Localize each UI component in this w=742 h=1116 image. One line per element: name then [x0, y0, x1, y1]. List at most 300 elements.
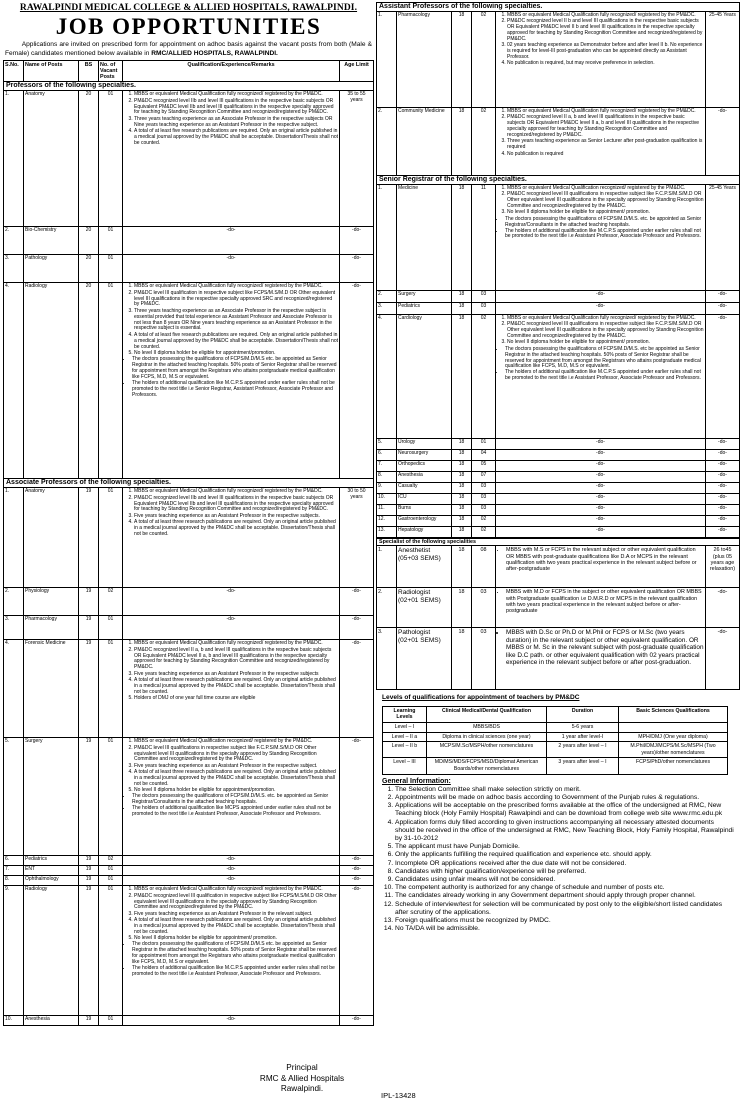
general-info-item: 3. Applications will be acceptable on the prescribed forms available at the office of the undersigned at RMC, New Teaching block (Holy Family Hospital) Rawalpindi and can be download from college web site www.rmc.edu.pk [395, 802, 734, 818]
qualification-item: 2. PM&DC recognized level IIb and level III qualifications in the respective basic subjects OR Equivalent PM&DC level IIb and level III qualifications in the respective specialty approved for teaching by Standing Recognition Committee and recognized/registered by PM&DC. [134, 99, 338, 117]
post-sno: 11. [377, 505, 397, 516]
signature-title: Principal [286, 1063, 318, 1072]
levels-header-cell: Clinical Medical/Dental Qualification [427, 706, 547, 722]
post-age-limit: -do- [340, 876, 374, 886]
post-bs: 19 [79, 738, 99, 856]
levels-cell: M.Phil/DMJ/MCPS/M.Sc/MSPH (Two years)/other nomenclatures [619, 742, 728, 758]
post-name: Ophthalmology [24, 876, 79, 886]
levels-cell: 3 years after level – I [547, 758, 619, 774]
post-qualification: -do- [123, 876, 340, 886]
qualification-item: 3. Five years teaching experience as an Assistant Professor in the respective subjects [134, 672, 338, 678]
post-vacancies: 01 [99, 283, 123, 479]
qualification-list [124, 92, 338, 146]
post-age-limit: -do- [706, 108, 740, 176]
post-name: Surgery [24, 738, 79, 856]
levels-cell: 1 year after level-I [547, 732, 619, 742]
post-qualification [123, 283, 340, 479]
post-age-limit: -do- [340, 588, 374, 616]
levels-header-cell: Learning Levels [383, 706, 427, 722]
post-vacancies: 01 [99, 616, 123, 640]
section-heading: Associate Professors of the following specialties. [4, 479, 374, 488]
table-header-row [4, 61, 374, 82]
post-vacancies: 01 [472, 439, 496, 450]
specialist-qualification [496, 588, 706, 628]
post-qualification: -do- [496, 472, 706, 483]
right-column [376, 0, 740, 1116]
post-name: Surgery [397, 291, 452, 303]
post-sno: 12. [377, 516, 397, 527]
post-sno: 8. [377, 472, 397, 483]
qualification-item: 2. PM&DC recognized level II b and level III qualifications in the respective basic subjects OR Equivalent PM&DC level II b and level III qualifications in the respective specialty approved for teaching by Standing Recognition Committee and recognized/registered by PM&DC. [507, 19, 704, 43]
post-vacancies: 01 [99, 255, 123, 283]
levels-cell: MD/MS/MDS/FCPS/MSD/Diplomat American Boards/other nomenclatures [427, 758, 547, 774]
sub-remark-item: • The doctors possessing the qualifications of FCPS/M.D/M.S etc. be appointed as Senior Registrar in the attached teaching hospitals. 50% posts of Senior Registrar shall be reserved for appointment from amongst the Registrars who attains postgraduate medical qualification like FCPS, M.D, M.S or equivalent. [132, 942, 338, 966]
qualification-item: 3. No level II diploma holder be eligible for appointment/ promotion. [507, 340, 704, 346]
post-bs: 19 [79, 616, 99, 640]
qualification-list [497, 109, 704, 157]
post-bs: 19 [79, 1016, 99, 1026]
post-bs: 18 [452, 108, 472, 176]
post-qualification: -do- [123, 588, 340, 616]
post-sno: 4. [4, 640, 24, 738]
specialist-vacancies: 03 [472, 588, 496, 628]
post-row [377, 494, 740, 505]
qualification-item: 3. Three years teaching experience as Senior Lecturer after post-graduation qualification is required [507, 139, 704, 151]
sub-remark-item: • The doctors possessing the qualifications of FCPS/M.D/M.S etc. be appointed as Senior Registrar in the attached teaching hospitals. 50% posts of Senior Registrar shall be reserved for appointment from amongst the Registrars who attains postgraduate medical qualification like FCPS, M.D, M.S or equivalent. [132, 357, 338, 381]
post-sno: 9. [377, 483, 397, 494]
specialist-qualification [496, 628, 706, 690]
qualification-item: 4. A total of at least three research publications are required. Only an original article published in a medical journal approved by the PM&DC shall be acceptable. Dissertation/Thesis shall not be counted. [134, 918, 338, 936]
post-age-limit: 30 to 50 years [340, 488, 374, 588]
specialist-sno: 3. [377, 628, 397, 690]
qualification-list [124, 641, 338, 702]
post-vacancies: 01 [99, 886, 123, 1016]
post-name: Pathology [24, 255, 79, 283]
post-qualification [123, 488, 340, 588]
sub-remark-item: • The holders of additional qualification like M.C.P.S appointed under earlier rules shall not be promoted to the next title i.e Senior Registrar, Assistant Professor, Associate Professor and Professors. [132, 381, 338, 399]
general-info-item: 12. Schedule of interview/test for selection will be communicated by post only to the eligible/short listed candidates after scrutiny of the applications. [395, 901, 734, 917]
general-info-item: 1. The Selection Committee shall make selection strictly on merit. [395, 786, 734, 794]
post-age-limit: -do- [340, 1016, 374, 1026]
levels-header-cell: Duration [547, 706, 619, 722]
specialist-qual-item: • MBBS with M.S or FCPS in the relevant subject or other equivalent qualification OR MBBS with post-graduate qualifications like D.A or MCPS in the relevant qualification with two years practical experience in the relevant subject before or after-postgraduate [506, 547, 704, 572]
qualification-item: 4. No publication is required [507, 152, 704, 158]
post-age-limit: -do- [706, 439, 740, 450]
post-vacancies: 03 [472, 303, 496, 315]
post-name: Anesthesia [397, 472, 452, 483]
post-qualification [123, 640, 340, 738]
post-vacancies: 02 [99, 856, 123, 866]
qualification-item: 4. A total of at least three research publications are required. Only an original article published in a medical journal approved by the PM&DC shall be acceptable. Dissertation/Thesis shall not be counted. [134, 678, 338, 696]
specialist-sno: 2. [377, 588, 397, 628]
post-bs: 20 [79, 283, 99, 479]
post-sno: 3. [4, 255, 24, 283]
general-info-title: General Information: [382, 777, 451, 785]
general-info-item: 14. No TA/DA will be admissible. [395, 925, 734, 933]
qualification-item: 3. Three years teaching experience as an Associate Professor in the respective subjects OR Nine years teaching experience as an Assistant Professor in the respective subject. [134, 117, 338, 129]
col-bs: BS [79, 61, 99, 82]
post-qualification [496, 185, 706, 291]
post-name: Radiology [24, 886, 79, 1016]
post-name: Pediatrics [397, 303, 452, 315]
post-row [377, 439, 740, 450]
post-row [4, 91, 374, 227]
post-bs: 19 [79, 640, 99, 738]
post-row [4, 488, 374, 588]
col-age: Age Limit [340, 61, 374, 82]
post-row [377, 483, 740, 494]
post-name: Pharmacology [24, 616, 79, 640]
post-age-limit: -do- [340, 255, 374, 283]
post-row [377, 450, 740, 461]
post-bs: 18 [452, 12, 472, 108]
qualification-item: 5. No level II diploma holder be eligible for appointment/promotion. [134, 351, 338, 357]
levels-cell [619, 723, 728, 733]
specialist-bs: 18 [452, 546, 472, 588]
post-name: Anesthesia [24, 1016, 79, 1026]
post-bs: 18 [452, 461, 472, 472]
right-posts-table [376, 2, 740, 538]
post-bs: 18 [452, 185, 472, 291]
levels-cell: Level – II b [383, 742, 427, 758]
levels-row [383, 723, 728, 733]
post-name: Forensic Medicine [24, 640, 79, 738]
specialist-bs: 18 [452, 628, 472, 690]
post-age-limit: 25-45 Years [706, 185, 740, 291]
post-name: Bio-Chemistry [24, 227, 79, 255]
post-qualification: -do- [496, 450, 706, 461]
post-age-limit: -do- [340, 640, 374, 738]
post-row [4, 616, 374, 640]
col-vacant: No. of Vacant Posts [99, 61, 123, 82]
post-sno: 3. [377, 303, 397, 315]
post-name: Anatomy [24, 91, 79, 227]
post-name: Pharmacology [397, 12, 452, 108]
levels-cell: Level – I [383, 723, 427, 733]
qualification-list [124, 489, 338, 537]
post-vacancies: 02 [472, 516, 496, 527]
levels-cell: Level – II a [383, 732, 427, 742]
section-heading-row [377, 3, 740, 12]
sub-remark-item: • The holders of additional qualification like M.C.P.S appointed under earlier rules shall not be promoted to the next title i.e Assistant Professor, Associate Professor and Professors. [505, 370, 704, 382]
post-qualification: -do- [123, 616, 340, 640]
ipl-reference: IPL-13428 [381, 1091, 416, 1100]
post-sno: 9. [4, 886, 24, 1016]
sub-remark-item: • The holders of additional qualification like M.C.P.S appointed under earlier rules shall not be promoted to the next title i.e Assistant Professor, Associate Professor and Professors. [132, 966, 338, 978]
specialist-age-limit: 26 to45 (plus 05 years age relaxation) [705, 546, 739, 588]
post-name: Medicine [397, 185, 452, 291]
levels-cell: MCPS/M.Sc/MSPH/other nomenclatures [427, 742, 547, 758]
qualification-item: 4. A total of at least five research publications are required. Only an original article published in a medical journal approved by the PM&DC shall be acceptable. Dissertation/Thesis shall not be counted. [134, 129, 338, 147]
post-bs: 18 [452, 505, 472, 516]
post-sno: 2. [377, 291, 397, 303]
post-row [4, 866, 374, 876]
post-qualification [123, 91, 340, 227]
sub-remarks-list [124, 942, 338, 977]
post-qualification: -do- [496, 516, 706, 527]
post-age-limit: -do- [706, 291, 740, 303]
qualification-item: 3. 02 years teaching experience as Demonstrator before and after level II b. No experience is required for level-III post-graduation who can be appointed directly as Assistant Professor. [507, 43, 704, 61]
institution-header: RAWALPINDI MEDICAL COLLEGE & ALLIED HOSPITALS, RAWALPINDI. [19, 3, 358, 13]
post-vacancies: 01 [99, 876, 123, 886]
levels-cell: FCPS/PhD/other nomenclatures [619, 758, 728, 774]
post-bs: 20 [79, 227, 99, 255]
post-bs: 19 [79, 886, 99, 1016]
specialist-name: Pathologist (02+01 SEMS) [397, 628, 452, 690]
post-qualification: -do- [496, 303, 706, 315]
post-age-limit: -do- [340, 856, 374, 866]
post-bs: 19 [79, 488, 99, 588]
post-name: Burns [397, 505, 452, 516]
specialist-table [376, 538, 740, 690]
post-bs: 18 [452, 439, 472, 450]
qualification-item: 1. MBBS or equivalent Medical Qualification fully recognized/ registered by the PM&DC. [134, 641, 338, 647]
post-sno: 1. [377, 12, 397, 108]
post-name: Urology [397, 439, 452, 450]
post-bs: 18 [452, 527, 472, 538]
general-info-item: 4. Application forms duly filled according to given instructions accompanying all necessary attested documents should be received in the office of the undersigned at RMC, New Teaching Block, Holy Family Hospital, Rawalpindi by 31-10-2012 [395, 819, 734, 844]
post-row [377, 472, 740, 483]
post-qualification: -do- [496, 461, 706, 472]
qualification-item: 5. No level II diploma holder be eligible for appointment/ promotion. [134, 936, 338, 942]
qualification-item: 2. PM&DC recognized level II a, b and level III qualifications in the respective basic subjects OR Equivalent PM&DC level II a, b and level III qualifications in the respective specialty approved for teaching by Standing Recognition Committee and recognized/registered by PM&DC. [134, 648, 338, 672]
sub-remark-item: • The doctors possessing the qualifications of FCPS/M.D/M.S. etc. be appointed as Senior Registrar/Consultants in the attached teaching hospitals. [505, 217, 704, 229]
post-row [4, 588, 374, 616]
specialist-row [377, 628, 740, 690]
qualification-item: 2. PM&DC recognized level III qualifications in respective subject like F.C.P.S/M.S/M.D OR Other equivalent level III qualifications in the specialty approved by Standing Recognition Committee and recognized/registered by the PM&DC. [507, 322, 704, 340]
post-qualification: -do- [123, 866, 340, 876]
post-row [377, 303, 740, 315]
specialist-vacancies: 08 [472, 546, 496, 588]
general-info-item: 8. Candidates with higher qualification/experience will be preferred. [395, 868, 734, 876]
levels-cell: 2 years after level – I [547, 742, 619, 758]
qualification-item: 2. PM&DC level III qualification in respective subject like FCPS/M.S/M.D OR Other equivalent level III qualifications in the respective specialty approved SRC and recognized/registered by PM&DC. [134, 291, 338, 309]
levels-row [383, 732, 728, 742]
sub-remarks-list [497, 347, 704, 382]
qualification-item: 3. Three years teaching experience as an Associate Professor in the respective subject is essential provided that total experience as Assistant Professor and Associate Professor is not less than 8 years OR Nine years teaching experience as an Assistant Professor in the respective subject is essential. [134, 309, 338, 333]
col-name: Name of Posts [24, 61, 79, 82]
section-heading-row [4, 82, 374, 91]
post-name: Cardiology [397, 315, 452, 439]
specialist-vacancies: 03 [472, 628, 496, 690]
post-vacancies: 04 [472, 450, 496, 461]
post-age-limit: -do- [706, 303, 740, 315]
qualification-item: 1. MBBS or equivalent Medical Qualification fully recognized/ registered by the PM&DC. [507, 109, 704, 115]
post-age-limit: -do- [706, 450, 740, 461]
general-info-item: 11. The candidates already working in any Government department should apply through proper channel. [395, 892, 734, 900]
levels-title: Levels of qualifications for appointment of teachers by PM&DC [382, 694, 580, 702]
post-vacancies: 03 [472, 494, 496, 505]
post-bs: 18 [452, 450, 472, 461]
general-information [376, 775, 740, 934]
post-age-limit: -do- [340, 886, 374, 1016]
post-bs: 18 [452, 303, 472, 315]
qualification-list [124, 887, 338, 942]
post-vacancies: 02 [472, 108, 496, 176]
post-vacancies: 02 [472, 527, 496, 538]
post-sno: 4. [4, 283, 24, 479]
qualification-item: 3. No level II diploma holder be eligible for appointment/ promotion. [507, 210, 704, 216]
section-heading: Professors of the following specialties. [4, 82, 374, 91]
section-heading-row [377, 176, 740, 185]
post-sno: 6. [4, 856, 24, 866]
specialist-age-limit: -do- [705, 588, 739, 628]
specialist-qual-list [497, 629, 704, 666]
qualification-item: 2. PM&DC recognized level IIb and level III qualifications in the respective basic subjects OR Equivalent PM&DC level IIb and level III qualifications in the respective specialty approved for teaching by Standing Recognition Committee and recognized/registered by PM&DC. [134, 496, 338, 514]
post-bs: 19 [79, 588, 99, 616]
post-name: Hepatology [397, 527, 452, 538]
post-row [377, 12, 740, 108]
post-row [377, 461, 740, 472]
post-row [4, 738, 374, 856]
post-sno: 7. [4, 866, 24, 876]
qualification-item: 4. No publication is required, but may receive preference in selection. [507, 61, 704, 67]
post-name: ICU [397, 494, 452, 505]
sub-remark-item: • The holders of additional qualification like MCPS appointed under earlier rules shall not be promoted to the next title i.e Assistant Professor, Associate Professor and Professors. [132, 806, 338, 818]
post-sno: 8. [4, 876, 24, 886]
post-vacancies: 01 [99, 227, 123, 255]
post-qualification [496, 108, 706, 176]
specialist-qualification [496, 546, 706, 588]
specialist-qual-list [497, 547, 704, 572]
post-qualification [123, 886, 340, 1016]
qualification-item: 2. PM&DC recognized level III qualification in respective subject like FCPS/M.S/M.D OR Other equivalent level III qualifications in the specialty approved by Standing Recognition Committee and recognized/registered by the PM&DC. [134, 894, 338, 912]
post-row [377, 291, 740, 303]
post-bs: 19 [79, 876, 99, 886]
post-vacancies: 02 [472, 315, 496, 439]
post-name: Casualty [397, 483, 452, 494]
signature-block [242, 1063, 362, 1095]
section-heading-row [377, 539, 740, 546]
post-vacancies: 02 [472, 12, 496, 108]
qualification-list [497, 13, 704, 67]
post-qualification: -do- [496, 527, 706, 538]
post-name: Anatomy [24, 488, 79, 588]
post-sno: 13. [377, 527, 397, 538]
general-info-list [382, 786, 734, 934]
post-vacancies: 05 [472, 461, 496, 472]
post-vacancies: 01 [99, 1016, 123, 1026]
post-vacancies: 03 [472, 291, 496, 303]
qualification-item: 5. Holders of DMJ of one year full time course are eligible [134, 696, 338, 702]
specialist-age-limit: -do- [705, 628, 739, 690]
post-sno: 2. [4, 227, 24, 255]
qualification-list [497, 186, 704, 216]
qualification-list [124, 739, 338, 794]
qualification-item: 3. Five years teaching experience as an Assistant Professor in the relevant subject. [134, 912, 338, 918]
post-row [4, 876, 374, 886]
post-vacancies: 02 [99, 588, 123, 616]
post-age-limit: 25-45 Years [706, 12, 740, 108]
post-bs: 19 [79, 856, 99, 866]
specialist-row [377, 546, 740, 588]
qualification-item: 1. MBBS or equivalent Medical Qualification recognized/ registered by the PM&DC. [134, 739, 338, 745]
post-age-limit: -do- [706, 461, 740, 472]
post-bs: 18 [452, 483, 472, 494]
post-name: Radiology [24, 283, 79, 479]
post-row [4, 227, 374, 255]
signature-city: Rawalpindi. [280, 1084, 324, 1093]
post-qualification: -do- [123, 856, 340, 866]
post-age-limit: -do- [706, 483, 740, 494]
sub-remark-item: • The doctors possessing the qualifications of FCPS/M.D/M.S. etc. be appointed as Senior Registrar/Consultants in the attached teaching hospitals. [132, 794, 338, 806]
post-bs: 20 [79, 255, 99, 283]
post-age-limit: -do- [340, 227, 374, 255]
post-name: Gastroenterology [397, 516, 452, 527]
post-bs: 18 [452, 315, 472, 439]
col-qualification: Qualification/Experience/Remarks [123, 61, 340, 82]
post-row [4, 856, 374, 866]
post-sno: 5. [4, 738, 24, 856]
post-bs: 19 [79, 866, 99, 876]
qualification-item: 3. Five years teaching experience as an Assistant Professor in the respective subjects. [134, 514, 338, 520]
post-age-limit: -do- [706, 494, 740, 505]
left-posts-table [3, 60, 374, 1026]
post-name: Neurosurgery [397, 450, 452, 461]
post-qualification: -do- [123, 227, 340, 255]
post-bs: 20 [79, 91, 99, 227]
post-bs: 18 [452, 472, 472, 483]
sub-remarks-list [497, 217, 704, 241]
post-vacancies: 01 [99, 488, 123, 588]
section-heading: Assistant Professors of the following specialties. [377, 3, 740, 12]
qualification-item: 1. MBBS or equivalent Medical Qualification fully recognized/ registered by the PM&DC. [134, 92, 338, 98]
post-name: ENT [24, 866, 79, 876]
specialist-bs: 18 [452, 588, 472, 628]
post-vacancies: 03 [472, 505, 496, 516]
page-title: JOB OPPORTUNITIES [55, 13, 322, 39]
qualification-item: 2. PM&DC recognized level II a, b and level III qualifications in the respective basic subjects OR Equivalent PM&DC level II a, b and level III qualifications in the respective specialty approved for teaching by Standing Recognition Committee and recognized/registered by PM&DC. [507, 115, 704, 139]
general-info-item: 7. Incomplete OR applications received after the due date will not be considered. [395, 860, 734, 868]
post-qualification: -do- [496, 291, 706, 303]
post-name: Orthopedics [397, 461, 452, 472]
qualification-item: 5. No level II diploma holder be eligible for appointment/promotion. [134, 788, 338, 794]
post-qualification: -do- [123, 1016, 340, 1026]
post-row [377, 185, 740, 291]
post-sno: 2. [377, 108, 397, 176]
post-row [4, 640, 374, 738]
post-sno: 7. [377, 461, 397, 472]
post-age-limit: -do- [706, 516, 740, 527]
left-column [3, 0, 374, 1116]
post-vacancies: 01 [99, 640, 123, 738]
post-sno: 10. [4, 1016, 24, 1026]
post-sno: 5. [377, 439, 397, 450]
post-row [377, 505, 740, 516]
post-row [377, 527, 740, 538]
post-vacancies: 01 [99, 738, 123, 856]
post-vacancies: 01 [99, 866, 123, 876]
post-age-limit: -do- [706, 472, 740, 483]
post-bs: 18 [452, 516, 472, 527]
post-qualification: -do- [496, 494, 706, 505]
post-row [377, 516, 740, 527]
post-sno: 3. [4, 616, 24, 640]
general-info-item: 13. Foreign qualifications must be recognized by PMDC. [395, 917, 734, 925]
post-row [4, 1016, 374, 1026]
general-info-item: 2. Appointments will be made on adhoc basis according to Government of the Punjab rules & regulations. [395, 794, 734, 802]
post-age-limit: -do- [340, 616, 374, 640]
post-age-limit: -do- [706, 315, 740, 439]
qualification-item: 2. PM&DC level III qualifications in respective subject like F.C.P.S/M.S/M.D OR Other equivalent level III qualifications in the specialty approved by Standing Recognition Committee and recognized/registered by the PM&DC. [134, 746, 338, 764]
post-bs: 18 [452, 291, 472, 303]
post-row [4, 886, 374, 1016]
qualification-item: 1. MBBS or equivalent Medical Qualification fully recognized/ registered by the PM&DC. [507, 13, 704, 19]
post-row [377, 315, 740, 439]
qualification-list [124, 284, 338, 356]
post-name: Community Medicine [397, 108, 452, 176]
general-info-item: 5. The applicant must have Punjab Domicile. [395, 843, 734, 851]
